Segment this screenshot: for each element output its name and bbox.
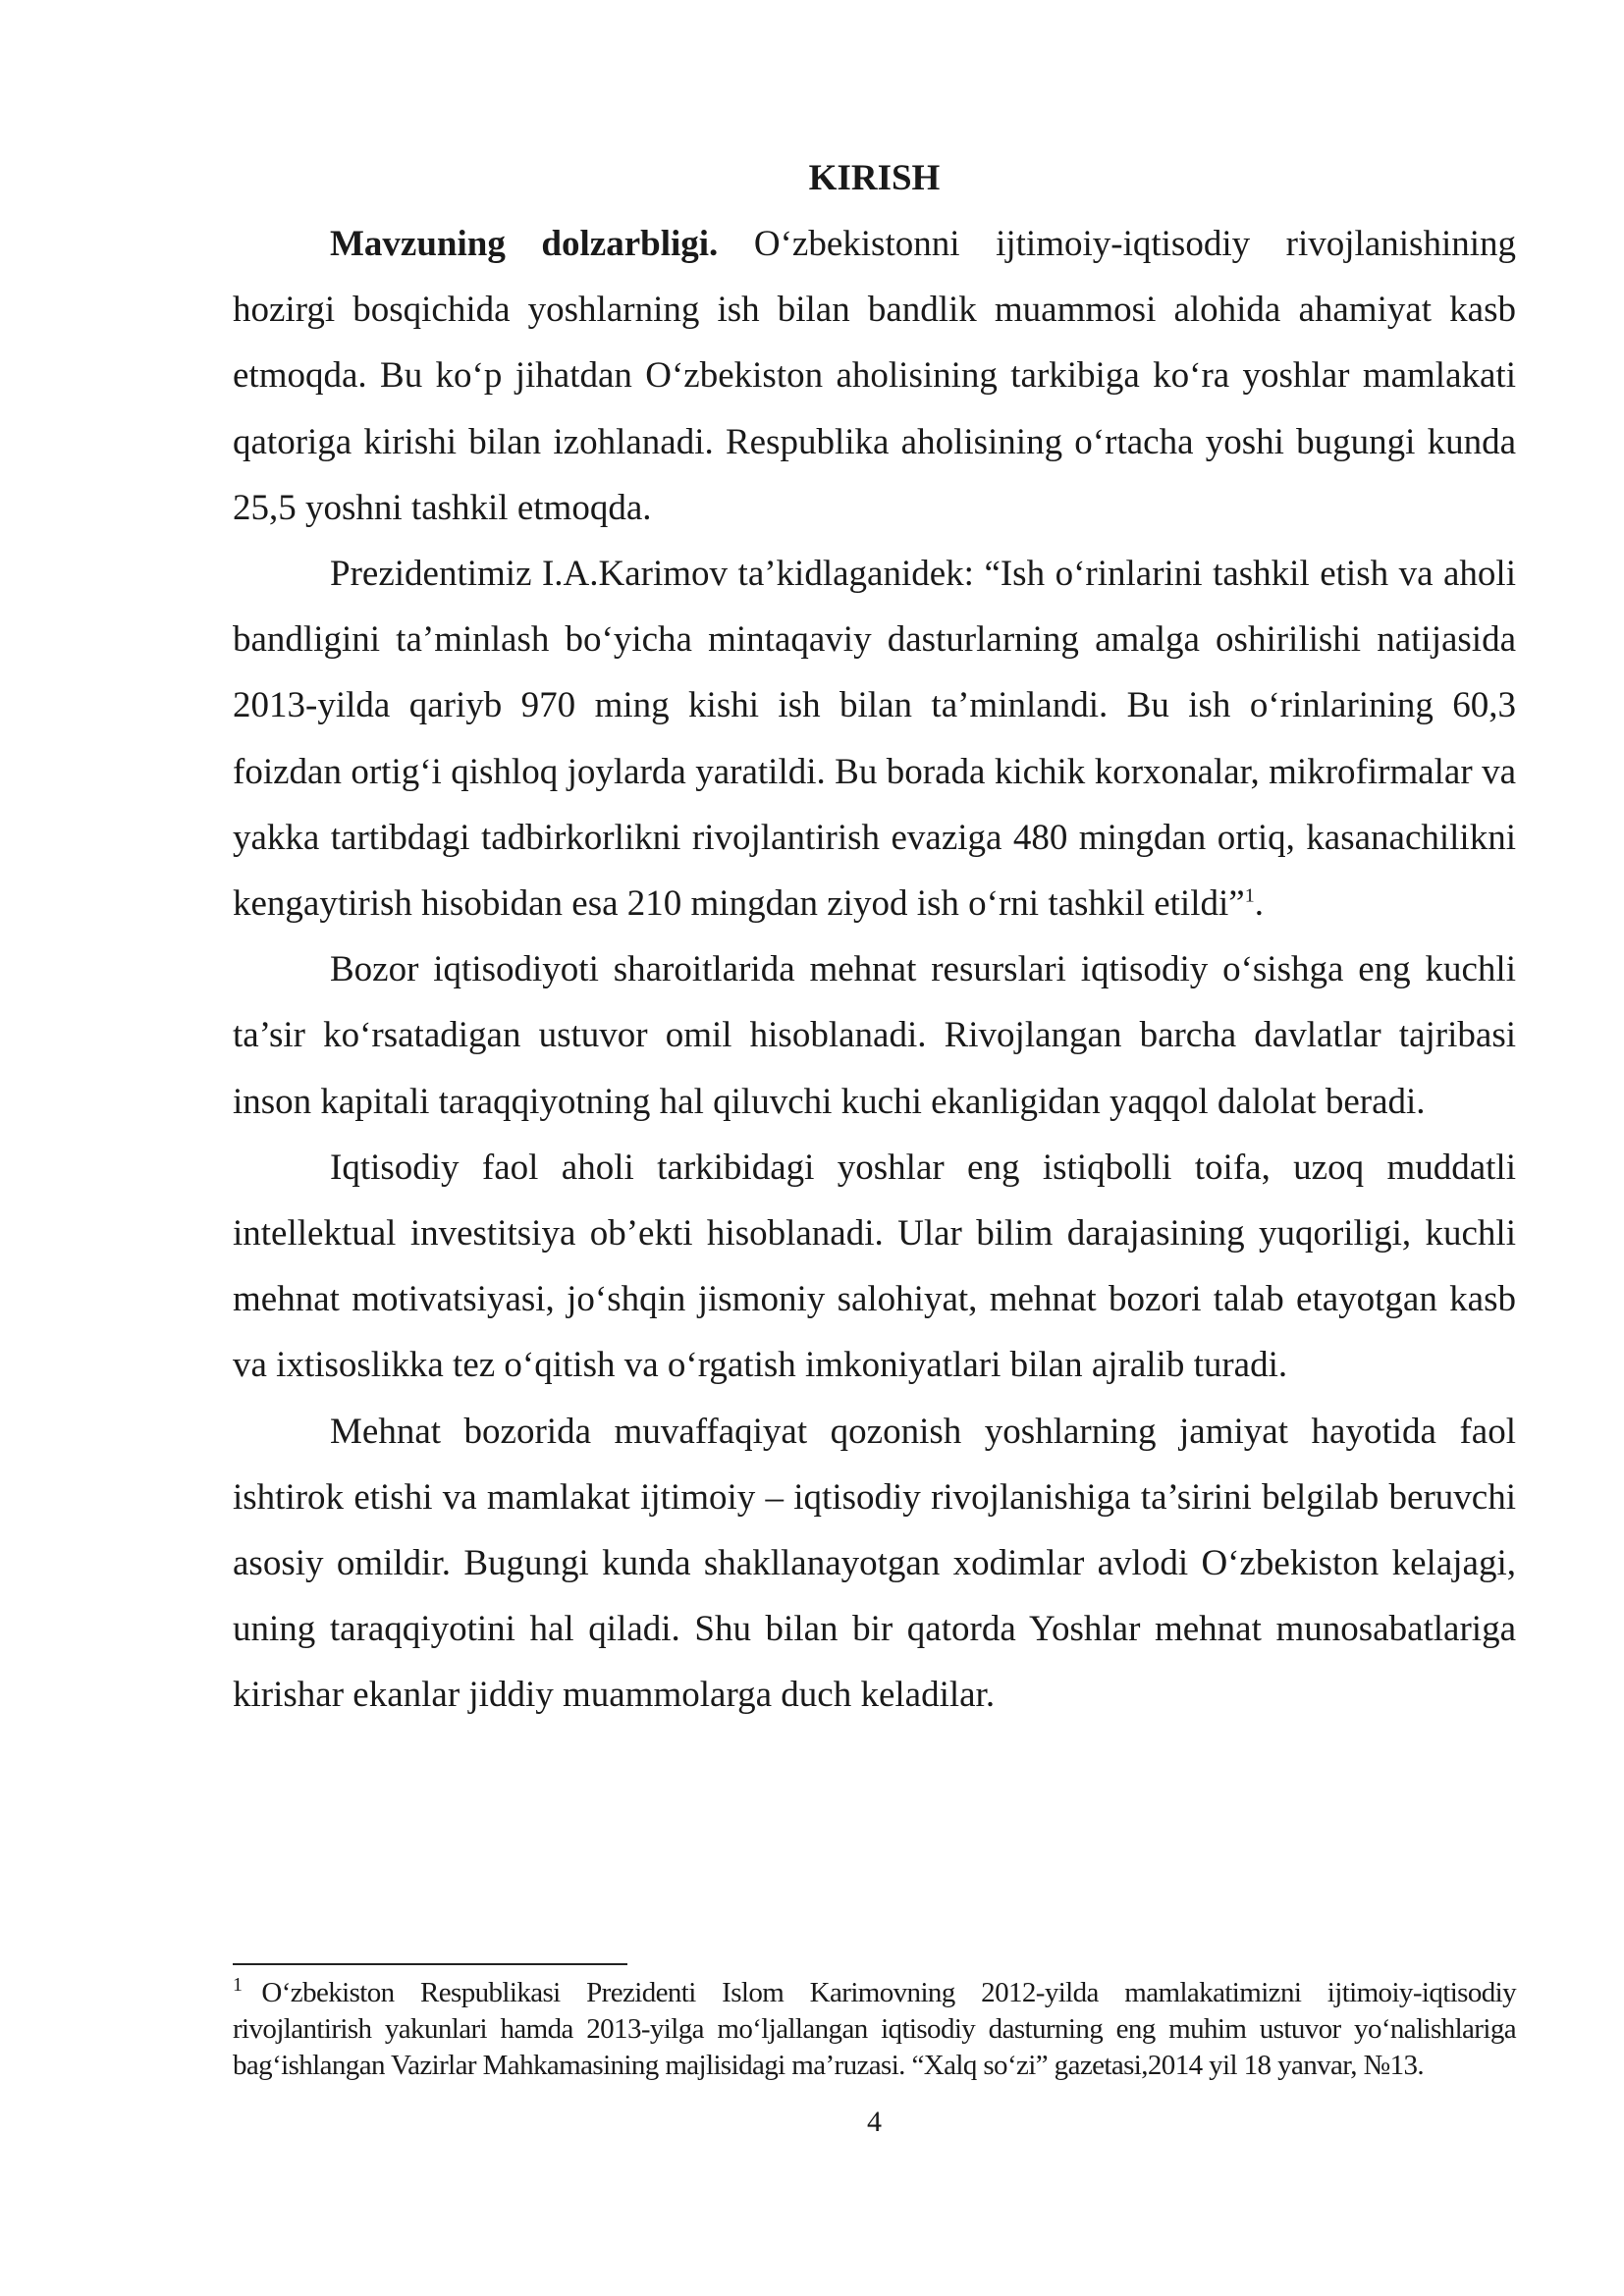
paragraph-president-quote: [233, 541, 1516, 936]
paragraph-text: O‘zbekistonni ijtimoiy-iqtisodiy rivojlanishining hozirgi bosqichida yoshlarning ish bilan bandlik muammosi alohida ahamiyat kasb etmoqda. Bu ko‘p jihatdan O‘zbekiston aholisining tarkibiga ko‘ra yoshlar mamlakati qatoriga kirishi bilan izohlanadi. Respublika aholisining o‘rtacha yoshi bugungi kunda 25,5 yoshni tashkil etmoqda.: [233, 224, 1516, 528]
footnote-number: 1: [233, 1974, 243, 1997]
paragraph-labor-resources: [233, 936, 1516, 1135]
section-heading: KIRISH: [808, 158, 941, 198]
paragraph-lead: Mavzuning dolzarbligi.: [330, 224, 719, 264]
footnote-separator: [233, 1963, 627, 1965]
paragraph-text: Bozor iqtisodiyoti sharoitlarida mehnat resurslari iqtisodiy o‘sishga eng kuchli ta’sir ko‘rsatadigan ustuvor omil hisoblanadi. Rivojlangan barcha davlatlar tajribasi inson kapitali taraqqiyotning hal qiluvchi kuchi ekanligidan yaqqol dalolat beradi.: [233, 949, 1516, 1122]
footnote-reference[interactable]: 1: [1244, 884, 1255, 907]
body-text: [233, 211, 1516, 1729]
footnote: [233, 1975, 1516, 2084]
paragraph-text: Iqtisodiy faol aholi tarkibidagi yoshlar eng istiqbolli toifa, uzoq muddatli intellektual investitsiya ob’ekti hisoblanadi. Ular bilim darajasining yuqoriligi, kuchli mehnat motivatsiyasi, jo‘shqin jismoniy salohiyat, mehnat bozori talab etayotgan kasb va ixtisoslikka tez o‘qitish va o‘rgatish imkoniyatlari bilan ajralib turadi.: [233, 1147, 1516, 1386]
paragraph-youth-category: [233, 1135, 1516, 1399]
paragraph-relevance: [233, 211, 1516, 541]
paragraph-labor-market: [233, 1399, 1516, 1729]
paragraph-tail: .: [1254, 883, 1264, 925]
paragraph-text: Prezidentimiz I.A.Karimov ta’kidlaganidek: “Ish o‘rinlarini tashkil etish va aholi bandligini ta’minlash bo‘yicha mintaqaviy dasturlarning amalga oshirilishi natijasida 2013-yilda qariyb 970 ming kishi ish bilan ta’minlandi. Bu ish o‘rinlarining 60,3 foizdan ortig‘i qishloq joylarda yaratildi. Bu borada kichik korxonalar, mikrofirmalar va yakka tartibdagi tadbirkorlikni rivojlantirish evaziga 480 mingdan ortiq, kasanachilikni kengaytirish hisobidan esa 210 mingdan ziyod ish o‘rni tashkil etildi”: [233, 554, 1516, 925]
paragraph-text: Mehnat bozorida muvaffaqiyat qozonish yoshlarning jamiyat hayotida faol ishtirok etishi va mamlakat ijtimoiy – iqtisodiy rivojlanishiga ta’sirini belgilab beruvchi asosiy omildir. Bugungi kunda shakllanayotgan xodimlar avlodi O‘zbekiston kelajagi, uning taraqqiyotini hal qiladi. Shu bilan bir qatorda Yoshlar mehnat munosabatlariga kirishar ekanlar jiddiy muammolarga duch keladilar.: [233, 1411, 1516, 1716]
footnote-text: O‘zbekiston Respublikasi Prezidenti Islom Karimovning 2012-yilda mamlakatimizni ijtimoiy-iqtisodiy rivojlantirish yakunlari hamda 2013-yilga mo‘ljallangan iqtisodiy dasturning eng muhim ustuvor yo‘nalishlariga bag‘ishlangan Vazirlar Mahkamasining majlisidagi ma’ruzasi. “Xalq so‘zi” gazetasi,2014 yil 18 yanvar, №13.: [233, 1977, 1516, 2081]
page-number: 4: [867, 2106, 882, 2138]
